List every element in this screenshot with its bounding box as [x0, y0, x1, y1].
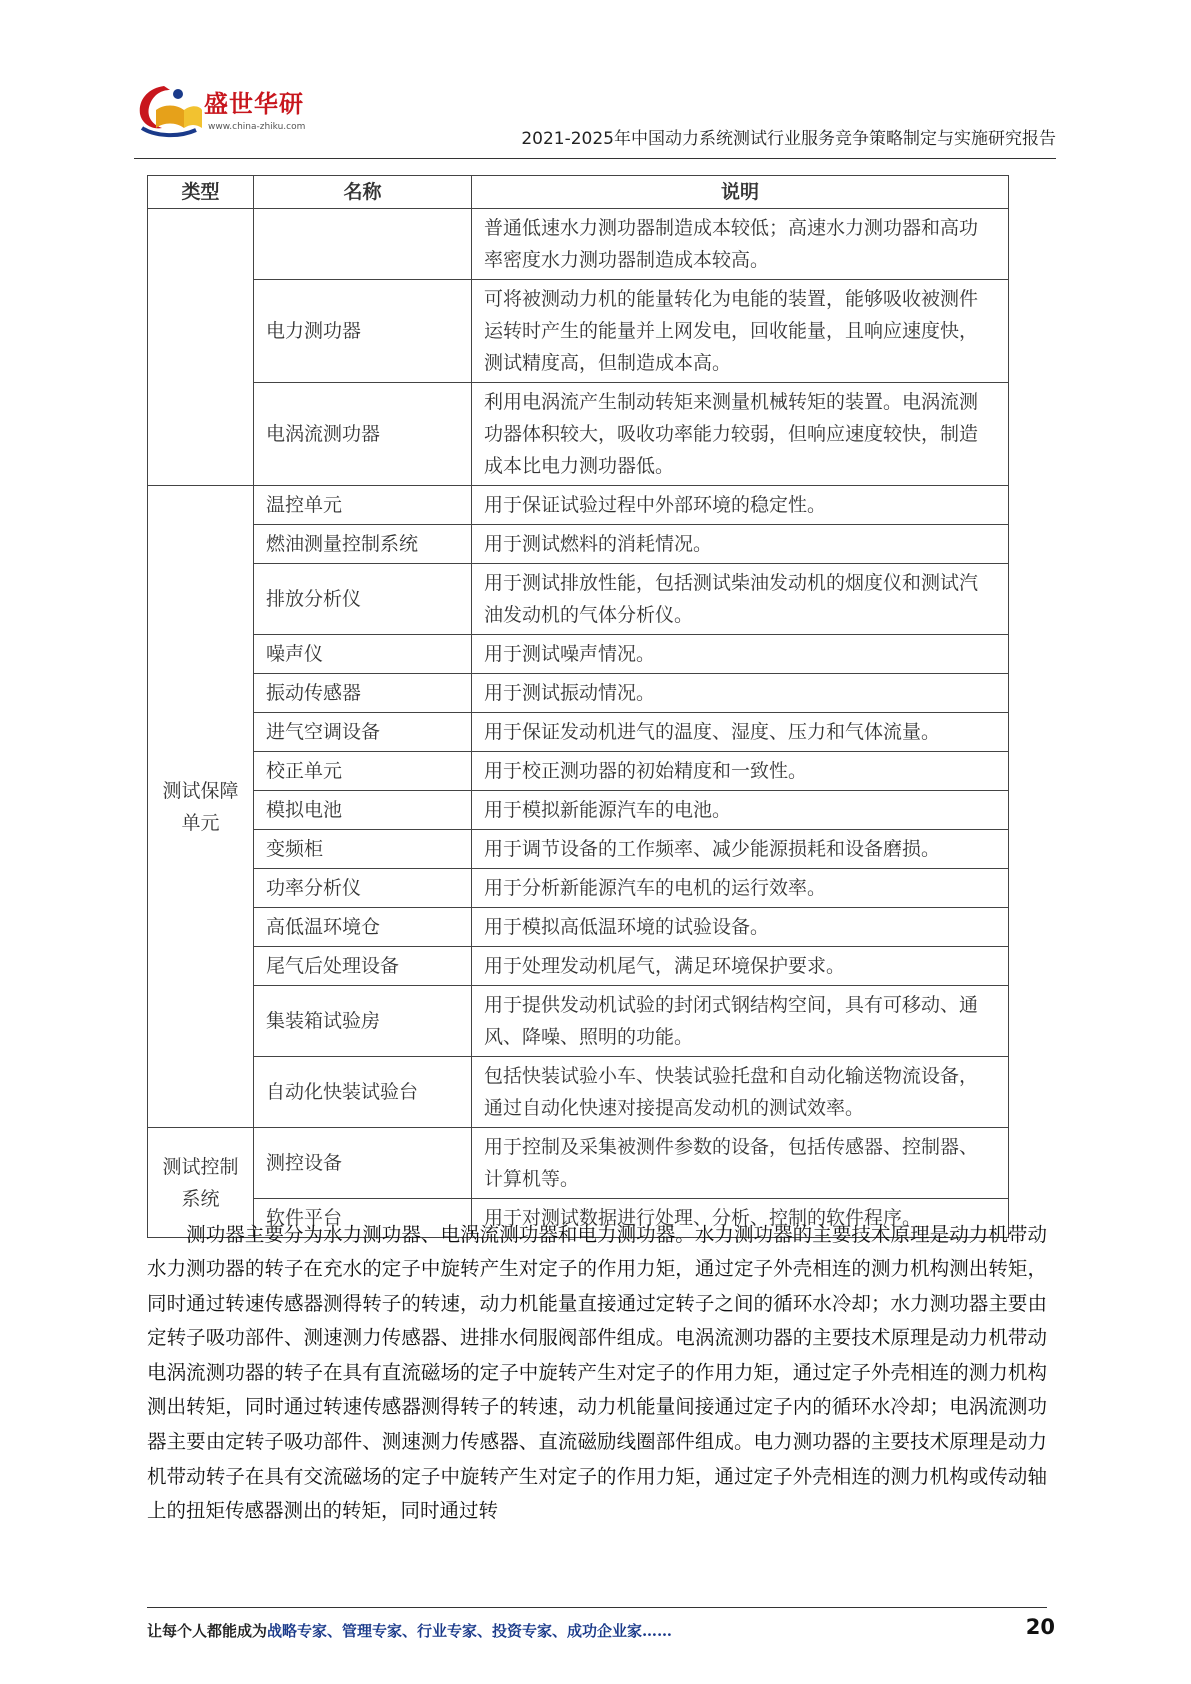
table-row: [148, 752, 1009, 791]
name-cell: 模拟电池: [254, 791, 472, 830]
name-cell: 变频柜: [254, 830, 472, 869]
table-row: [148, 791, 1009, 830]
table-row: [148, 986, 1009, 1057]
description-cell: 用于测试振动情况。: [472, 674, 1009, 713]
name-cell: 温控单元: [254, 486, 472, 525]
name-cell: 进气空调设备: [254, 713, 472, 752]
name-cell: 噪声仪: [254, 635, 472, 674]
type-cell: 测试保障单元: [148, 486, 254, 1128]
description-cell: 用于校正测功器的初始精度和一致性。: [472, 752, 1009, 791]
description-cell: 用于调节设备的工作频率、减少能源损耗和设备磨损。: [472, 830, 1009, 869]
report-title: 2021-2025年中国动力系统测试行业服务竞争策略制定与实施研究报告: [521, 129, 1056, 149]
name-cell: 自动化快装试验台: [254, 1057, 472, 1128]
table-row: [148, 947, 1009, 986]
description-cell: 用于对测试数据进行处理、分析、控制的软件程序。: [472, 1199, 1009, 1238]
name-cell: 电力测功器: [254, 280, 472, 383]
table-row: [148, 383, 1009, 486]
column-header-description: 说明: [472, 176, 1009, 209]
description-cell: 可将被测动力机的能量转化为电能的装置，能够吸收被测件运转时产生的能量并上网发电，回收能量，且响应速度快，测试精度高，但制造成本高。: [472, 280, 1009, 383]
description-cell: 用于处理发动机尾气，满足环境保护要求。: [472, 947, 1009, 986]
table-header-row: [148, 176, 1009, 209]
table-row: [148, 1128, 1009, 1199]
description-cell: 利用电涡流产生制动转矩来测量机械转矩的装置。电涡流测功器体积较大，吸收功率能力较弱，但响应速度较快，制造成本比电力测功器低。: [472, 383, 1009, 486]
description-cell: 用于测试排放性能，包括测试柴油发动机的烟度仪和测试汽油发动机的气体分析仪。: [472, 564, 1009, 635]
column-header-type: 类型: [148, 176, 254, 209]
name-cell: 功率分析仪: [254, 869, 472, 908]
description-cell: 用于控制及采集被测件参数的设备，包括传感器、控制器、计算机等。: [472, 1128, 1009, 1199]
table-row: [148, 713, 1009, 752]
table-row: [148, 280, 1009, 383]
type-cell-blank: [148, 209, 254, 486]
table-row: [148, 486, 1009, 525]
description-cell: 用于分析新能源汽车的电机的运行效率。: [472, 869, 1009, 908]
description-cell: 包括快装试验小车、快装试验托盘和自动化输送物流设备，通过自动化快速对接提高发动机的测试效率。: [472, 1057, 1009, 1128]
description-cell: 用于测试噪声情况。: [472, 635, 1009, 674]
name-cell: 排放分析仪: [254, 564, 472, 635]
logo-url: www.china-zhiku.com: [208, 122, 306, 132]
equipment-table: [147, 175, 1009, 1238]
name-cell: [254, 209, 472, 280]
table-row: [148, 869, 1009, 908]
company-logo: [134, 80, 374, 150]
name-cell: 集装箱试验房: [254, 986, 472, 1057]
table-row: [148, 635, 1009, 674]
header-divider: [134, 158, 1056, 159]
footer-slogan: [147, 1620, 672, 1641]
description-cell: 用于提供发动机试验的封闭式钢结构空间，具有可移动、通风、降噪、照明的功能。: [472, 986, 1009, 1057]
body-paragraph: [147, 1218, 1047, 1529]
name-cell: 电涡流测功器: [254, 383, 472, 486]
description-cell: 用于保证发动机进气的温度、湿度、压力和气体流量。: [472, 713, 1009, 752]
name-cell: 尾气后处理设备: [254, 947, 472, 986]
body-paragraph-text: 测功器主要分为水力测功器、电涡流测功器和电力测功器。水力测功器的主要技术原理是动力机带动水力测功器的转子在充水的定子中旋转产生对定子的作用力矩，通过定子外壳相连的测力机构测出转矩，同时通过转速传感器测得转子的转速，动力机能量直接通过定转子之间的循环水冷却；水力测功器主要由定转子吸功部件、测速测力传感器、进排水伺服阀部件组成。电涡流测功器的主要技术原理是动力机带动电涡流测功器的转子在具有直流磁场的定子中旋转产生对定子的作用力矩，通过定子外壳相连的测力机构测出转矩，同时通过转速传感器测得转子的转速，动力机能量间接通过定子内的循环水冷却；电涡流测功器主要由定转子吸功部件、测速测力传感器、直流磁励线圈部件组成。电力测功器的主要技术原理是动力机带动转子在具有交流磁场的定子中旋转产生对定子的作用力矩，通过定子外壳相连的测力机构或传动轴上的扭矩传感器测出的转矩，同时通过转: [147, 1222, 1047, 1523]
description-cell: 用于测试燃料的消耗情况。: [472, 525, 1009, 564]
table-row: [148, 830, 1009, 869]
table-row: [148, 525, 1009, 564]
type-cell: 测试控制系统: [148, 1128, 254, 1238]
footer-slogan-prefix: 让每个人都能成为: [147, 1622, 268, 1640]
footer-slogan-highlight: 战略专家、管理专家、行业专家、投资专家、成功企业家……: [267, 1622, 673, 1640]
name-cell: 振动传感器: [254, 674, 472, 713]
table-row: [148, 209, 1009, 280]
description-cell: 普通低速水力测功器制造成本较低；高速水力测功器和高功率密度水力测功器制造成本较高。: [472, 209, 1009, 280]
name-cell: 测控设备: [254, 1128, 472, 1199]
body-paragraph-indent: [147, 1223, 186, 1246]
table-row: [148, 908, 1009, 947]
page-header: [134, 72, 1056, 152]
column-header-name: 名称: [254, 176, 472, 209]
table-row: [148, 564, 1009, 635]
page-number: 20: [1025, 1615, 1055, 1639]
logo-book-icon: [134, 80, 204, 142]
table-row: [148, 674, 1009, 713]
table-row: [148, 1057, 1009, 1128]
name-cell: 校正单元: [254, 752, 472, 791]
name-cell: 高低温环境仓: [254, 908, 472, 947]
logo-name: 盛世华研: [204, 90, 304, 118]
description-cell: 用于保证试验过程中外部环境的稳定性。: [472, 486, 1009, 525]
footer-divider: [147, 1607, 1047, 1608]
description-cell: 用于模拟高低温环境的试验设备。: [472, 908, 1009, 947]
name-cell: 燃油测量控制系统: [254, 525, 472, 564]
name-cell: 软件平台: [254, 1199, 472, 1238]
description-cell: 用于模拟新能源汽车的电池。: [472, 791, 1009, 830]
